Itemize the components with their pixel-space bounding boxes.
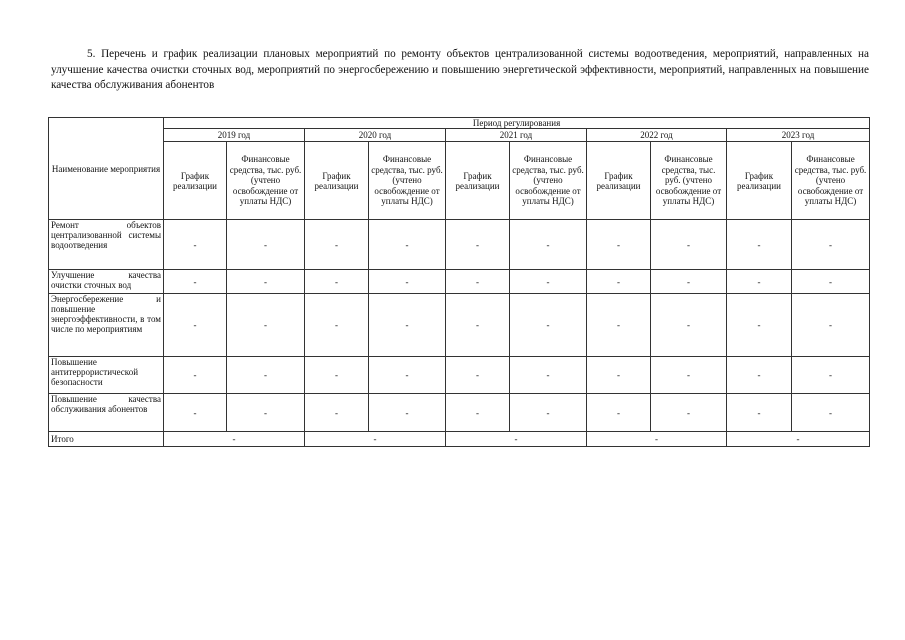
cell-value: - <box>305 294 369 357</box>
cell-value: - <box>227 220 305 270</box>
cell-value: - <box>510 394 587 432</box>
cell-value: - <box>510 357 587 394</box>
cell-value: - <box>164 357 227 394</box>
cell-value: - <box>587 394 651 432</box>
total-label: Итого <box>49 432 164 447</box>
cell-value: - <box>305 270 369 294</box>
period-header: Период регулирования <box>164 118 870 129</box>
header-row-subcolumns <box>49 142 870 220</box>
cell-value: - <box>305 394 369 432</box>
cell-value: - <box>792 270 870 294</box>
cell-value: - <box>651 270 727 294</box>
cell-value: - <box>510 220 587 270</box>
total-value: - <box>727 432 870 447</box>
finance-subheader: Финансовые средства, тыс. руб. (учтено освобождение от уплаты НДС) <box>651 142 727 220</box>
cell-value: - <box>727 357 792 394</box>
finance-subheader: Финансовые средства, тыс. руб. (учтено освобождение от уплаты НДС) <box>510 142 587 220</box>
activities-table <box>48 117 870 447</box>
year-header: 2023 год <box>727 129 870 142</box>
cell-value: - <box>727 394 792 432</box>
row-name: Энергосбережение и повышение энергоэффективности, в том числе по мероприятиям <box>49 294 164 357</box>
schedule-subheader: График реализации <box>164 142 227 220</box>
cell-value: - <box>164 220 227 270</box>
cell-value: - <box>446 294 510 357</box>
header-row-period <box>49 118 870 129</box>
cell-value: - <box>651 294 727 357</box>
cell-value: - <box>369 357 446 394</box>
cell-value: - <box>446 394 510 432</box>
finance-subheader: Финансовые средства, тыс. руб. (учтено освобождение от уплаты НДС) <box>227 142 305 220</box>
year-header: 2021 год <box>446 129 587 142</box>
finance-subheader: Финансовые средства, тыс. руб. (учтено освобождение от уплаты НДС) <box>369 142 446 220</box>
cell-value: - <box>651 220 727 270</box>
row-name: Повышение качества обслуживания абонентов <box>49 394 164 432</box>
cell-value: - <box>587 357 651 394</box>
cell-value: - <box>792 294 870 357</box>
cell-value: - <box>727 270 792 294</box>
cell-value: - <box>305 220 369 270</box>
section-heading: 5. Перечень и график реализации плановых мероприятий по ремонту объектов централизованной системы водоотведения, мероприятий, направленных на улучшение качества очистки сточных вод, мероприятий по энергосбережению и повышению энергетической эффективности, мероприятий, направленных на повышение качества обслуживания абонентов <box>51 48 869 91</box>
cell-value: - <box>227 394 305 432</box>
finance-subheader: Финансовые средства, тыс. руб. (учтено освобождение от уплаты НДС) <box>792 142 870 220</box>
cell-value: - <box>446 270 510 294</box>
cell-value: - <box>510 294 587 357</box>
cell-value: - <box>164 294 227 357</box>
schedule-subheader: График реализации <box>587 142 651 220</box>
cell-value: - <box>446 220 510 270</box>
total-row <box>49 432 870 447</box>
cell-value: - <box>305 357 369 394</box>
cell-value: - <box>792 357 870 394</box>
cell-value: - <box>164 394 227 432</box>
table-row <box>49 394 870 432</box>
cell-value: - <box>792 220 870 270</box>
cell-value: - <box>727 220 792 270</box>
row-name: Повышение антитеррористической безопасности <box>49 357 164 394</box>
year-header: 2020 год <box>305 129 446 142</box>
cell-value: - <box>727 294 792 357</box>
cell-value: - <box>227 294 305 357</box>
name-column-header: Наименование мероприятия <box>49 118 164 220</box>
cell-value: - <box>369 220 446 270</box>
cell-value: - <box>227 270 305 294</box>
cell-value: - <box>446 357 510 394</box>
cell-value: - <box>164 270 227 294</box>
table-row <box>49 357 870 394</box>
cell-value: - <box>227 357 305 394</box>
total-value: - <box>305 432 446 447</box>
table-row <box>49 270 870 294</box>
cell-value: - <box>651 394 727 432</box>
row-name: Ремонт объектов централизованной системы водоотведения <box>49 220 164 270</box>
total-value: - <box>164 432 305 447</box>
year-header: 2022 год <box>587 129 727 142</box>
cell-value: - <box>369 394 446 432</box>
table-row <box>49 294 870 357</box>
schedule-subheader: График реализации <box>446 142 510 220</box>
cell-value: - <box>369 270 446 294</box>
cell-value: - <box>792 394 870 432</box>
cell-value: - <box>587 270 651 294</box>
cell-value: - <box>651 357 727 394</box>
total-value: - <box>587 432 727 447</box>
year-header: 2019 год <box>164 129 305 142</box>
header-row-years <box>49 129 870 142</box>
total-value: - <box>446 432 587 447</box>
cell-value: - <box>587 294 651 357</box>
schedule-subheader: График реализации <box>727 142 792 220</box>
cell-value: - <box>587 220 651 270</box>
schedule-subheader: График реализации <box>305 142 369 220</box>
table-row <box>49 220 870 270</box>
cell-value: - <box>369 294 446 357</box>
cell-value: - <box>510 270 587 294</box>
row-name: Улучшение качества очистки сточных вод <box>49 270 164 294</box>
